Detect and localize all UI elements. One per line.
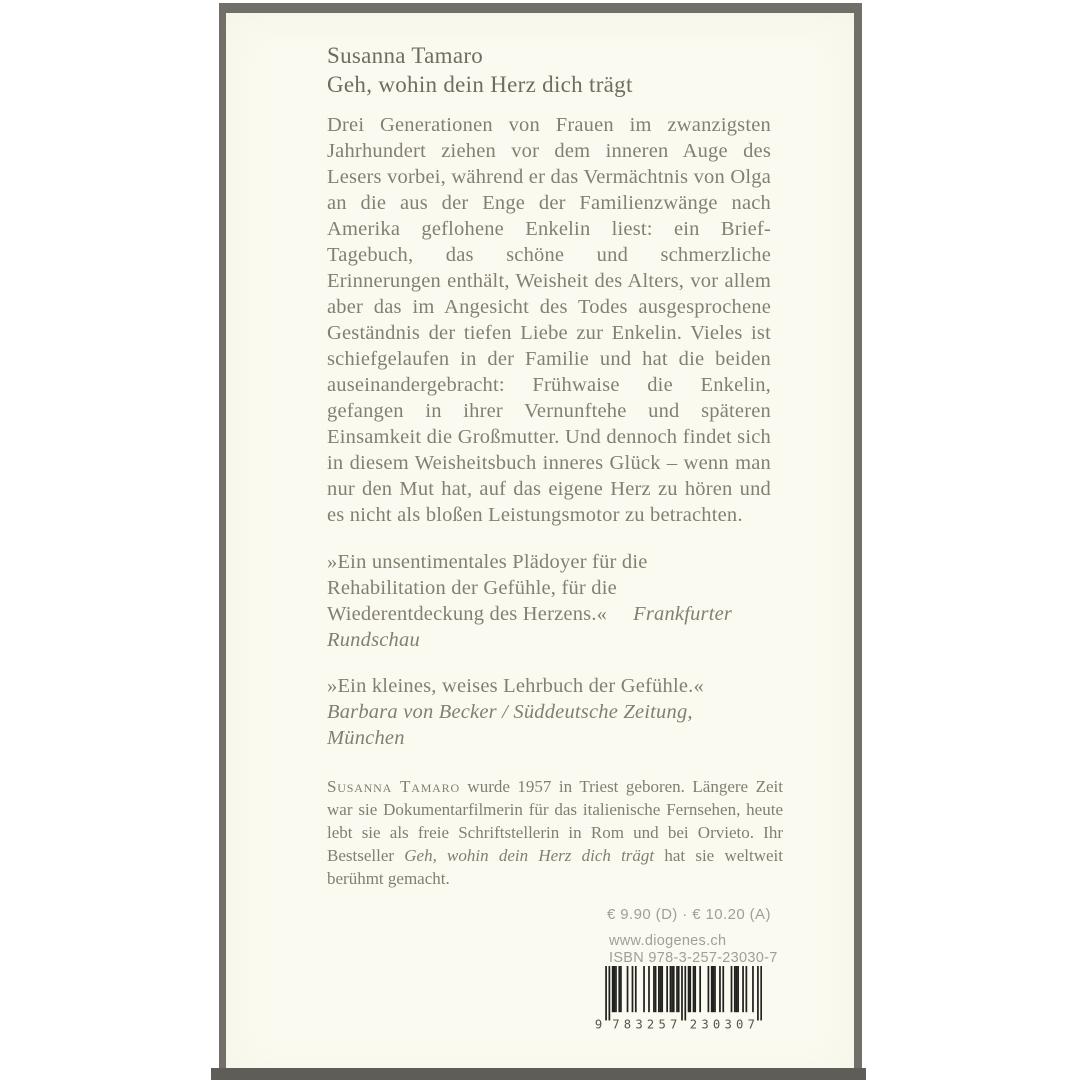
press-quote-2 xyxy=(327,673,771,751)
press-quote-1 xyxy=(327,549,771,653)
svg-text:3: 3 xyxy=(635,1017,643,1032)
price-line: € 9.90 (D) · € 10.20 (A) xyxy=(607,906,771,923)
author-bio xyxy=(327,775,783,890)
press-quote-1-source: Frankfurter Rundschau xyxy=(327,602,733,651)
press-quote-1-text: »Ein unsentimentales Plädoyer für die Rehabilitation der Gefühle, für die Wiederentdeckung des Herzens.« xyxy=(327,550,648,625)
svg-text:7: 7 xyxy=(670,1017,678,1032)
press-quote-2-text: »Ein kleines, weises Lehrbuch der Gefühle.« xyxy=(327,675,704,697)
press-quote-2-source: Barbara von Becker / Süddeutsche Zeitung, München xyxy=(327,701,693,749)
svg-text:0: 0 xyxy=(736,1017,744,1032)
blurb-paragraph: Drei Generationen von Frauen im zwanzigsten Jahrhundert ziehen vor dem inneren Auge des Lesers vorbei, während er das Vermächtnis von Olga an die aus der Enge der Familienzwänge nach Amerika geflohene Enkelin liest: ein Brief-Tagebuch, das schöne und schmerzliche Erinnerungen enthält, Weisheit des Alters, vor allem aber das im Angesicht des Todes ausgesprochene Geständnis der tiefen Liebe zur Enkelin. Vieles ist schiefgelaufen in der Familie und hat die beiden auseinandergebracht: Frühwaise die Enkelin, gefangen in ihrer Vernunftehe und späteren Einsamkeit die Großmutter. Und dennoch findet sich in diesem Weisheitsbuch inneres Glück – wenn man nur den Mut hat, auf das eigene Herz zu hören und es nicht als bloßen Leistungsmotor zu betrachten. xyxy=(327,114,771,526)
author-name: Susanna Tamaro xyxy=(327,43,484,68)
ean-barcode xyxy=(592,966,762,1032)
author-bio-name: Susanna Tamaro xyxy=(327,777,460,796)
svg-text:9: 9 xyxy=(594,1017,603,1032)
svg-text:7: 7 xyxy=(747,1017,755,1032)
author-bio-text-1: wurde 1957 in Triest geboren. Längere Zeit war sie Dokumentarfilmerin für das italienische Fernsehen, heute lebt sie als freie Schriftstellerin in Rom und bei Orvieto. Ihr Bestseller xyxy=(327,777,783,865)
isbn-line: ISBN 978-3-257-23030-7 xyxy=(609,950,778,966)
svg-text:2: 2 xyxy=(646,1017,655,1032)
svg-text:7: 7 xyxy=(612,1017,620,1032)
book-title: Geh, wohin dein Herz dich trägt xyxy=(327,72,633,97)
svg-text:3: 3 xyxy=(724,1017,732,1032)
title-block xyxy=(327,41,771,99)
svg-text:2: 2 xyxy=(689,1017,698,1032)
publisher-website: www.diogenes.ch xyxy=(609,933,727,949)
author-bio-book-title: Geh, wohin dein Herz dich trägt xyxy=(404,846,655,865)
back-cover-text-column xyxy=(327,13,783,907)
svg-text:5: 5 xyxy=(658,1017,666,1032)
author-bio-text-2: hat sie weltweit berühmt gemacht. xyxy=(327,846,783,888)
svg-text:3: 3 xyxy=(701,1017,709,1032)
book-bottom-edge xyxy=(211,1068,866,1080)
svg-text:8: 8 xyxy=(623,1017,632,1032)
svg-text:0: 0 xyxy=(712,1017,721,1032)
book-back-cover xyxy=(219,3,862,1080)
